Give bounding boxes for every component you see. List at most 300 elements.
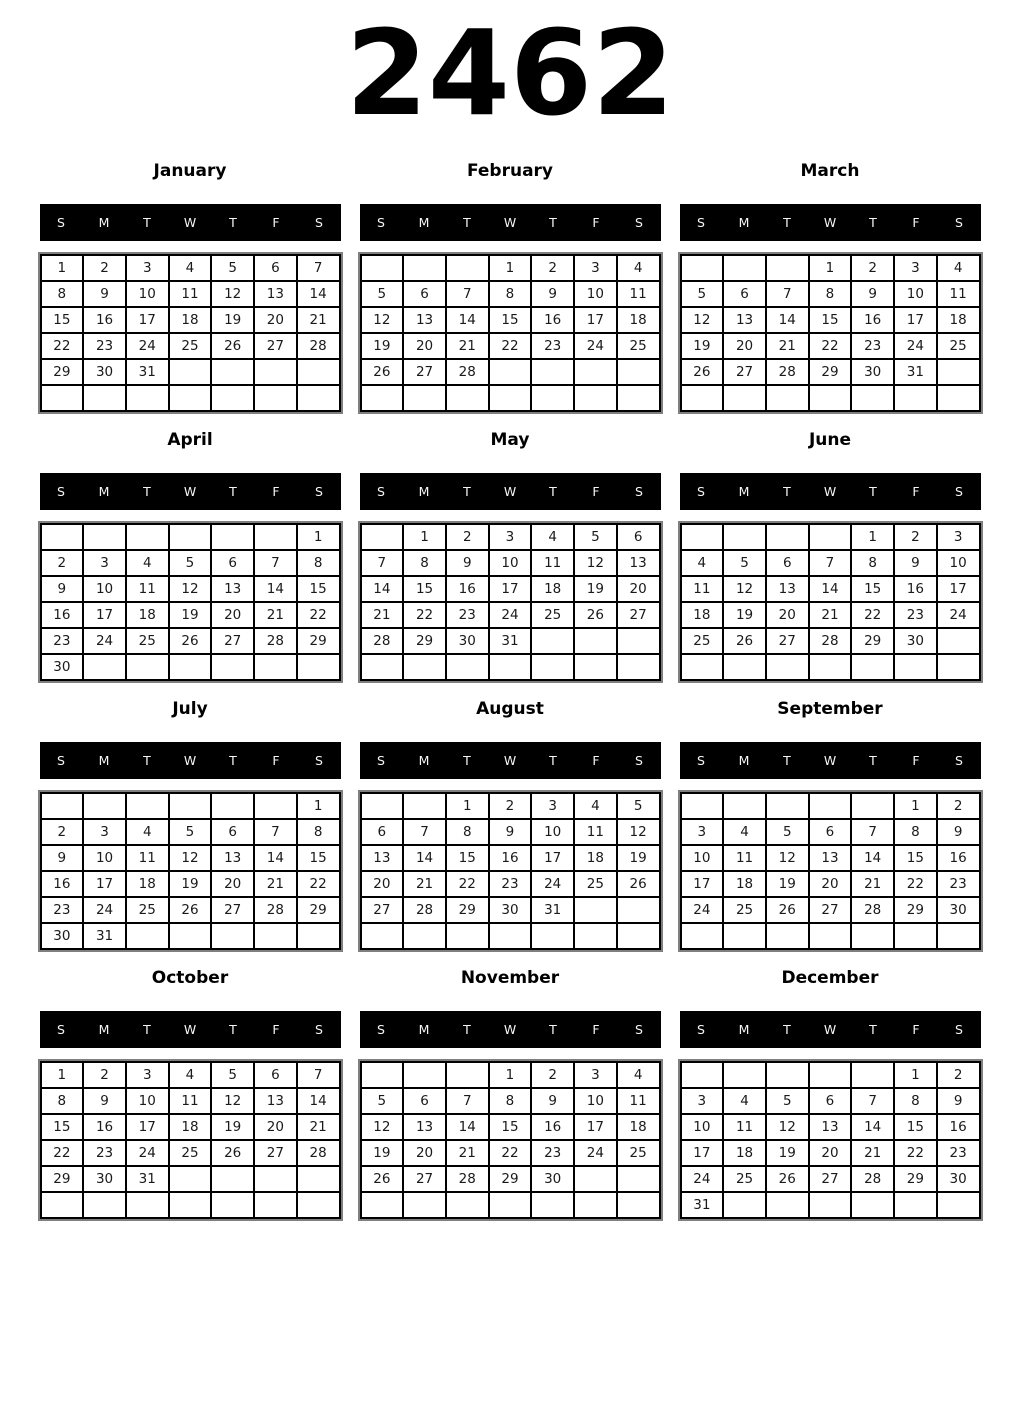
week-row xyxy=(41,550,340,576)
date-cell xyxy=(254,524,297,550)
date-cell: 10 xyxy=(83,576,126,602)
week-row xyxy=(681,628,980,654)
month-block xyxy=(360,968,661,1219)
date-cell: 17 xyxy=(83,871,126,897)
date-cell xyxy=(169,359,212,385)
month-date-grid xyxy=(680,523,981,681)
date-cell: 24 xyxy=(681,1166,724,1192)
month-block xyxy=(680,699,981,950)
date-cell: 23 xyxy=(531,1140,574,1166)
weekday-label: F xyxy=(272,215,280,230)
date-cell: 26 xyxy=(766,897,809,923)
date-cell: 24 xyxy=(531,871,574,897)
week-row xyxy=(361,1166,660,1192)
date-cell: 20 xyxy=(809,871,852,897)
date-cell xyxy=(297,923,340,949)
month-title: April xyxy=(167,430,213,450)
weekday-label: M xyxy=(98,753,110,768)
week-row xyxy=(681,1114,980,1140)
date-cell: 19 xyxy=(617,845,660,871)
date-cell: 1 xyxy=(403,524,446,550)
weekday-label: F xyxy=(592,484,600,499)
date-cell xyxy=(851,793,894,819)
date-cell: 3 xyxy=(894,255,937,281)
week-row xyxy=(681,359,980,385)
date-cell: 11 xyxy=(169,1088,212,1114)
date-cell: 5 xyxy=(766,819,809,845)
date-cell: 3 xyxy=(531,793,574,819)
date-cell xyxy=(489,385,532,411)
date-cell: 4 xyxy=(169,1062,212,1088)
date-cell: 19 xyxy=(211,307,254,333)
date-cell: 27 xyxy=(809,1166,852,1192)
date-cell xyxy=(126,654,169,680)
date-cell xyxy=(126,793,169,819)
weekday-label: M xyxy=(98,215,110,230)
date-cell xyxy=(681,654,724,680)
weekday-label: S xyxy=(635,215,643,230)
weekday-label: W xyxy=(503,753,517,768)
weekday-label: T xyxy=(549,753,557,768)
date-cell: 3 xyxy=(83,550,126,576)
date-cell: 11 xyxy=(169,281,212,307)
date-cell: 21 xyxy=(403,871,446,897)
week-row xyxy=(41,871,340,897)
date-cell: 29 xyxy=(297,897,340,923)
date-cell: 9 xyxy=(83,1088,126,1114)
month-date-grid xyxy=(40,792,341,950)
date-cell: 3 xyxy=(937,524,980,550)
weekday-label: T xyxy=(783,484,791,499)
week-row xyxy=(681,1088,980,1114)
date-cell xyxy=(574,923,617,949)
date-cell xyxy=(297,1166,340,1192)
date-cell: 18 xyxy=(723,871,766,897)
date-cell xyxy=(937,628,980,654)
date-cell: 27 xyxy=(361,897,404,923)
date-cell xyxy=(403,1062,446,1088)
date-cell xyxy=(254,923,297,949)
week-row xyxy=(361,333,660,359)
date-cell xyxy=(617,1166,660,1192)
date-cell: 27 xyxy=(211,628,254,654)
date-cell: 8 xyxy=(297,550,340,576)
date-cell: 20 xyxy=(211,602,254,628)
date-cell xyxy=(41,1192,84,1218)
week-row xyxy=(361,1088,660,1114)
date-cell: 5 xyxy=(211,255,254,281)
date-cell: 7 xyxy=(809,550,852,576)
date-cell xyxy=(617,1192,660,1218)
date-cell: 27 xyxy=(254,1140,297,1166)
date-cell: 19 xyxy=(211,1114,254,1140)
date-cell: 11 xyxy=(723,1114,766,1140)
date-cell: 30 xyxy=(83,359,126,385)
weekday-label: F xyxy=(912,753,920,768)
week-row xyxy=(41,923,340,949)
week-row xyxy=(41,1192,340,1218)
date-cell: 30 xyxy=(41,654,84,680)
weekday-label: S xyxy=(57,215,65,230)
date-cell: 25 xyxy=(723,1166,766,1192)
date-cell xyxy=(809,793,852,819)
date-cell: 29 xyxy=(403,628,446,654)
date-cell: 28 xyxy=(851,1166,894,1192)
week-row xyxy=(681,1062,980,1088)
weekday-label: W xyxy=(823,753,837,768)
date-cell: 29 xyxy=(851,628,894,654)
date-cell: 23 xyxy=(851,333,894,359)
date-cell xyxy=(894,1192,937,1218)
weekday-label: F xyxy=(272,1022,280,1037)
date-cell xyxy=(617,923,660,949)
date-cell: 28 xyxy=(254,628,297,654)
date-cell: 23 xyxy=(937,1140,980,1166)
week-row xyxy=(41,845,340,871)
date-cell: 24 xyxy=(574,333,617,359)
weekday-label: F xyxy=(592,1022,600,1037)
week-row xyxy=(41,819,340,845)
date-cell: 17 xyxy=(531,845,574,871)
date-cell: 20 xyxy=(361,871,404,897)
date-cell: 13 xyxy=(766,576,809,602)
date-cell: 13 xyxy=(617,550,660,576)
date-cell: 8 xyxy=(446,819,489,845)
weekday-label: S xyxy=(315,215,323,230)
week-row xyxy=(41,576,340,602)
date-cell: 10 xyxy=(894,281,937,307)
weekday-label: W xyxy=(183,215,197,230)
date-cell: 22 xyxy=(894,1140,937,1166)
month-block xyxy=(360,161,661,412)
date-cell: 12 xyxy=(169,576,212,602)
week-row xyxy=(681,281,980,307)
weekday-label: S xyxy=(697,1022,705,1037)
week-row xyxy=(41,1088,340,1114)
date-cell: 6 xyxy=(254,1062,297,1088)
date-cell xyxy=(894,923,937,949)
date-cell xyxy=(169,654,212,680)
date-cell: 9 xyxy=(894,550,937,576)
week-row xyxy=(681,255,980,281)
date-cell: 14 xyxy=(809,576,852,602)
date-cell: 28 xyxy=(254,897,297,923)
date-cell: 27 xyxy=(617,602,660,628)
month-block xyxy=(360,699,661,950)
date-cell: 21 xyxy=(766,333,809,359)
date-cell: 22 xyxy=(41,333,84,359)
date-cell: 4 xyxy=(531,524,574,550)
date-cell xyxy=(681,255,724,281)
date-cell: 20 xyxy=(254,307,297,333)
date-cell: 13 xyxy=(403,1114,446,1140)
date-cell: 28 xyxy=(403,897,446,923)
date-cell: 24 xyxy=(489,602,532,628)
weekday-label: F xyxy=(912,215,920,230)
date-cell: 16 xyxy=(41,871,84,897)
date-cell xyxy=(937,385,980,411)
date-cell: 2 xyxy=(851,255,894,281)
date-cell: 18 xyxy=(126,602,169,628)
date-cell: 21 xyxy=(361,602,404,628)
date-cell: 11 xyxy=(617,1088,660,1114)
date-cell: 9 xyxy=(83,281,126,307)
date-cell xyxy=(489,1192,532,1218)
date-cell: 19 xyxy=(681,333,724,359)
date-cell: 4 xyxy=(937,255,980,281)
date-cell xyxy=(937,654,980,680)
date-cell xyxy=(766,793,809,819)
date-cell: 28 xyxy=(766,359,809,385)
date-cell: 18 xyxy=(617,1114,660,1140)
date-cell: 6 xyxy=(809,1088,852,1114)
date-cell: 17 xyxy=(489,576,532,602)
weekday-label: T xyxy=(463,753,471,768)
date-cell xyxy=(489,654,532,680)
weekday-label: T xyxy=(869,484,877,499)
year-title: 2462 xyxy=(345,4,675,142)
date-cell: 10 xyxy=(574,281,617,307)
date-cell: 10 xyxy=(574,1088,617,1114)
date-cell: 10 xyxy=(83,845,126,871)
month-block xyxy=(680,430,981,681)
date-cell: 14 xyxy=(361,576,404,602)
week-row xyxy=(361,255,660,281)
weekday-label: T xyxy=(463,1022,471,1037)
date-cell xyxy=(403,654,446,680)
date-cell: 15 xyxy=(809,307,852,333)
date-cell xyxy=(489,359,532,385)
month-block xyxy=(40,430,341,681)
week-row xyxy=(41,281,340,307)
date-cell xyxy=(681,923,724,949)
week-row xyxy=(41,385,340,411)
date-cell: 14 xyxy=(766,307,809,333)
date-cell: 22 xyxy=(851,602,894,628)
month-title: August xyxy=(476,699,544,719)
date-cell xyxy=(937,1192,980,1218)
date-cell: 27 xyxy=(403,1166,446,1192)
date-cell: 1 xyxy=(297,793,340,819)
date-cell: 8 xyxy=(894,1088,937,1114)
week-row xyxy=(681,845,980,871)
weekday-label: T xyxy=(143,484,151,499)
date-cell: 5 xyxy=(169,550,212,576)
date-cell: 27 xyxy=(766,628,809,654)
date-cell: 16 xyxy=(83,307,126,333)
date-cell: 12 xyxy=(617,819,660,845)
date-cell xyxy=(254,654,297,680)
date-cell xyxy=(894,654,937,680)
date-cell: 6 xyxy=(403,1088,446,1114)
date-cell: 25 xyxy=(126,897,169,923)
weekday-label: M xyxy=(418,753,430,768)
weekday-label: T xyxy=(549,484,557,499)
week-row xyxy=(361,359,660,385)
date-cell: 12 xyxy=(766,845,809,871)
weekday-label: S xyxy=(57,753,65,768)
date-cell: 28 xyxy=(297,1140,340,1166)
date-cell: 16 xyxy=(937,845,980,871)
date-cell: 18 xyxy=(723,1140,766,1166)
date-cell xyxy=(723,1192,766,1218)
date-cell: 3 xyxy=(574,1062,617,1088)
date-cell: 6 xyxy=(211,819,254,845)
date-cell xyxy=(403,1192,446,1218)
week-row xyxy=(681,654,980,680)
weekday-label: F xyxy=(592,215,600,230)
weekday-label: S xyxy=(697,484,705,499)
date-cell: 5 xyxy=(361,1088,404,1114)
month-date-grid xyxy=(360,523,661,681)
month-title: November xyxy=(460,968,560,988)
date-cell: 2 xyxy=(937,1062,980,1088)
date-cell xyxy=(254,1166,297,1192)
date-cell: 18 xyxy=(574,845,617,871)
date-cell: 21 xyxy=(809,602,852,628)
date-cell: 22 xyxy=(41,1140,84,1166)
date-cell: 3 xyxy=(83,819,126,845)
date-cell: 30 xyxy=(489,897,532,923)
date-cell: 16 xyxy=(937,1114,980,1140)
date-cell: 8 xyxy=(489,1088,532,1114)
date-cell: 28 xyxy=(446,359,489,385)
date-cell: 17 xyxy=(574,1114,617,1140)
date-cell: 1 xyxy=(446,793,489,819)
date-cell xyxy=(766,1062,809,1088)
weekday-label: T xyxy=(869,1022,877,1037)
week-row xyxy=(361,819,660,845)
week-row xyxy=(361,385,660,411)
week-row xyxy=(361,923,660,949)
date-cell: 29 xyxy=(446,897,489,923)
week-row xyxy=(681,819,980,845)
date-cell: 24 xyxy=(83,628,126,654)
week-row xyxy=(681,307,980,333)
weekday-label: W xyxy=(503,484,517,499)
weekday-label: F xyxy=(912,484,920,499)
date-cell: 14 xyxy=(254,576,297,602)
date-cell: 30 xyxy=(937,1166,980,1192)
date-cell: 14 xyxy=(297,281,340,307)
date-cell: 1 xyxy=(489,1062,532,1088)
date-cell: 1 xyxy=(894,1062,937,1088)
date-cell: 22 xyxy=(489,1140,532,1166)
date-cell: 12 xyxy=(766,1114,809,1140)
date-cell: 27 xyxy=(723,359,766,385)
date-cell xyxy=(297,1192,340,1218)
date-cell xyxy=(851,654,894,680)
date-cell: 29 xyxy=(41,359,84,385)
weekday-label: S xyxy=(635,484,643,499)
weekday-label: S xyxy=(955,753,963,768)
weekday-label: T xyxy=(229,215,237,230)
date-cell xyxy=(937,359,980,385)
date-cell: 11 xyxy=(531,550,574,576)
week-row xyxy=(681,871,980,897)
date-cell: 22 xyxy=(403,602,446,628)
date-cell xyxy=(403,923,446,949)
date-cell xyxy=(723,524,766,550)
date-cell: 17 xyxy=(937,576,980,602)
weekday-label: T xyxy=(549,1022,557,1037)
date-cell xyxy=(851,1192,894,1218)
date-cell: 15 xyxy=(489,307,532,333)
week-row xyxy=(41,602,340,628)
date-cell: 7 xyxy=(403,819,446,845)
date-cell: 28 xyxy=(297,333,340,359)
date-cell: 26 xyxy=(169,897,212,923)
date-cell: 11 xyxy=(681,576,724,602)
date-cell: 23 xyxy=(937,871,980,897)
date-cell xyxy=(169,1166,212,1192)
date-cell: 15 xyxy=(489,1114,532,1140)
date-cell: 25 xyxy=(531,602,574,628)
date-cell: 2 xyxy=(41,550,84,576)
week-row xyxy=(681,385,980,411)
date-cell: 30 xyxy=(937,897,980,923)
week-row xyxy=(41,793,340,819)
month-title: January xyxy=(153,161,227,181)
date-cell xyxy=(446,255,489,281)
week-row xyxy=(41,1114,340,1140)
date-cell: 28 xyxy=(446,1166,489,1192)
date-cell: 1 xyxy=(489,255,532,281)
month-block xyxy=(680,968,981,1219)
date-cell xyxy=(211,923,254,949)
week-row xyxy=(361,576,660,602)
weekday-label: T xyxy=(229,1022,237,1037)
weekday-label: W xyxy=(823,484,837,499)
date-cell: 4 xyxy=(169,255,212,281)
date-cell xyxy=(894,385,937,411)
date-cell: 9 xyxy=(937,1088,980,1114)
date-cell xyxy=(361,793,404,819)
date-cell xyxy=(617,359,660,385)
date-cell: 8 xyxy=(297,819,340,845)
date-cell xyxy=(574,654,617,680)
date-cell: 7 xyxy=(851,819,894,845)
week-row xyxy=(361,871,660,897)
date-cell xyxy=(361,255,404,281)
date-cell xyxy=(361,1062,404,1088)
date-cell xyxy=(766,923,809,949)
week-row xyxy=(41,654,340,680)
date-cell: 4 xyxy=(126,550,169,576)
date-cell xyxy=(531,654,574,680)
date-cell: 11 xyxy=(126,845,169,871)
date-cell xyxy=(211,524,254,550)
date-cell: 21 xyxy=(297,307,340,333)
date-cell: 6 xyxy=(617,524,660,550)
date-cell: 8 xyxy=(489,281,532,307)
week-row xyxy=(681,576,980,602)
date-cell: 26 xyxy=(766,1166,809,1192)
date-cell xyxy=(531,1192,574,1218)
date-cell xyxy=(574,897,617,923)
date-cell: 13 xyxy=(211,845,254,871)
date-cell: 2 xyxy=(83,255,126,281)
date-cell xyxy=(211,1192,254,1218)
date-cell: 24 xyxy=(574,1140,617,1166)
date-cell: 13 xyxy=(254,1088,297,1114)
date-cell: 13 xyxy=(403,307,446,333)
date-cell: 17 xyxy=(83,602,126,628)
date-cell: 27 xyxy=(809,897,852,923)
date-cell: 2 xyxy=(894,524,937,550)
date-cell: 20 xyxy=(403,333,446,359)
weekday-header-row xyxy=(680,473,981,510)
